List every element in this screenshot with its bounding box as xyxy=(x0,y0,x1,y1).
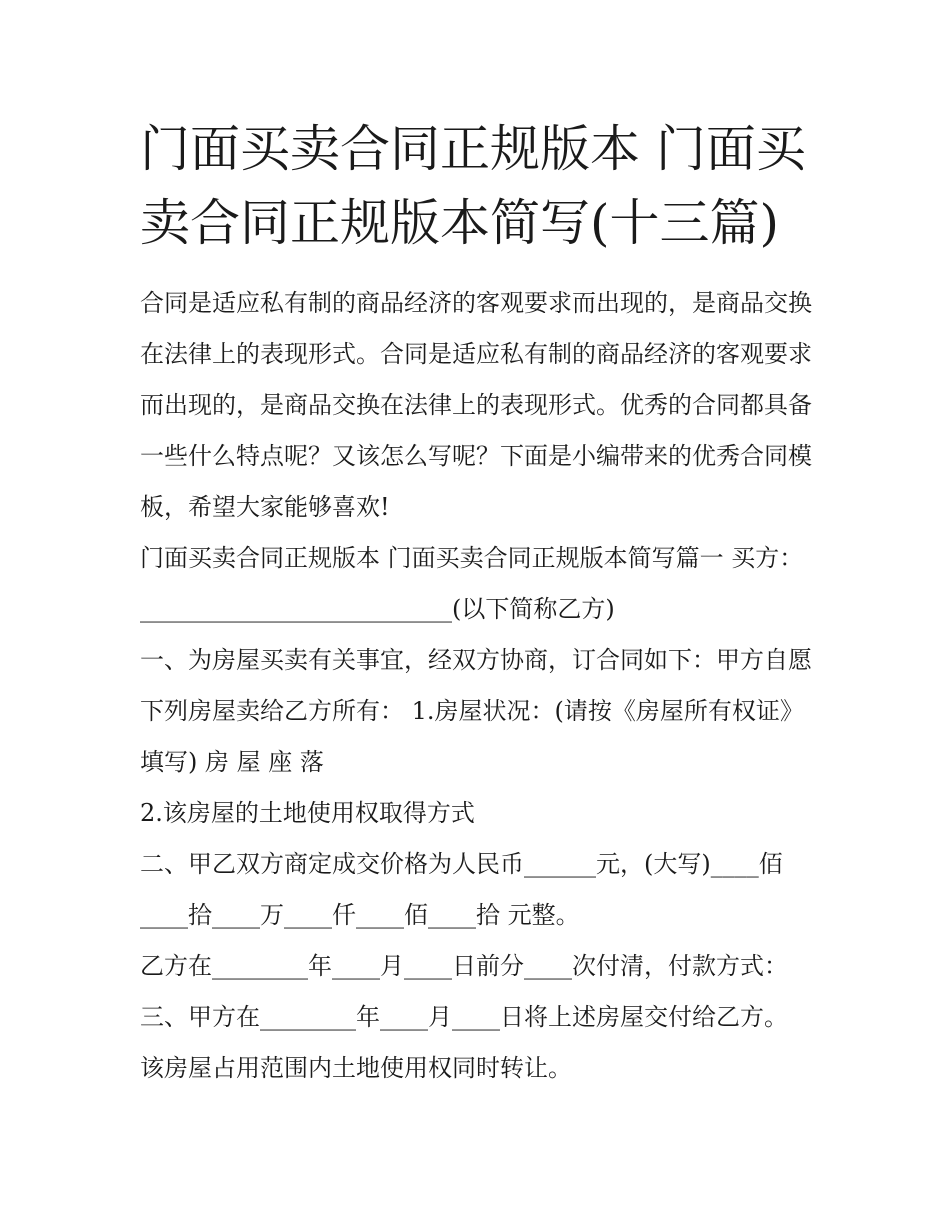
paragraph-land-use: 2.该房屋的土地使用权取得方式 xyxy=(140,799,475,827)
paragraph-clause-2: 二、甲乙双方商定成交价格为人民币______元，(大写)____佰____拾____万____仟____佰____拾 元整。 xyxy=(140,850,783,929)
paragraph-payment: 乙方在________年____月____日前分____次付清，付款方式： xyxy=(140,952,788,980)
paragraph-buyer: 门面买卖合同正规版本 门面买卖合同正规版本简写篇一 买方：__________________________(以下简称乙方) xyxy=(140,544,804,623)
paragraph-land-transfer: 该房屋占用范围内土地使用权同时转让。 xyxy=(140,1054,572,1082)
paragraph-intro: 合同是适应私有制的商品经济的客观要求而出现的，是商品交换在法律上的表现形式。合同是适应私有制的商品经济的客观要求而出现的，是商品交换在法律上的表现形式。优秀的合同都具备一些什么特点呢？又该怎么写呢？下面是小编带来的优秀合同模板，希望大家能够喜欢! xyxy=(140,289,812,521)
document-body xyxy=(140,278,820,1094)
paragraph-clause-1: 一、为房屋买卖有关事宜，经双方协商，订合同如下：甲方自愿下列房屋卖给乙方所有： 1.房屋状况：(请按《房屋所有权证》填写) 房 屋 座 落 xyxy=(140,646,812,776)
paragraph-clause-3: 三、甲方在________年____月____日将上述房屋交付给乙方。 xyxy=(140,1003,788,1031)
document-title: 门面买卖合同正规版本 门面买卖合同正规版本简写(十三篇) xyxy=(140,120,806,252)
